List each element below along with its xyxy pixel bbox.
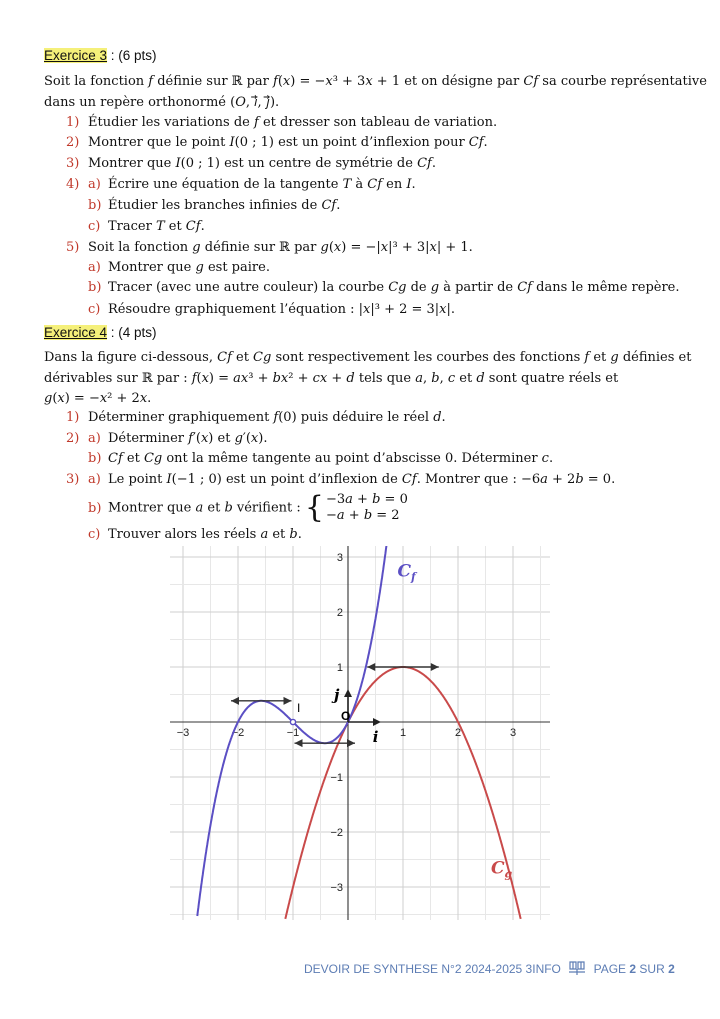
x-tick-label: −1 [286, 727, 300, 739]
q-letter: b) [88, 280, 102, 295]
ex3-question-3 [66, 156, 436, 172]
vector-i-head [373, 718, 381, 726]
ex3-question-5a [88, 260, 270, 276]
exercise-3-title: Exercice 3 [44, 48, 108, 63]
inflection-point-I [290, 719, 295, 724]
footer-page-total: 2 [668, 962, 675, 976]
q-text: Déterminer 𝑓′(𝑥) et 𝑔′(𝑥). [108, 431, 268, 446]
ex4-question-1 [66, 410, 446, 426]
exercise-3-points: : (6 pts) [107, 48, 157, 63]
y-tick-label: 3 [336, 552, 343, 564]
system-equation-2: −𝑎 + 𝑏 = 2 [326, 508, 400, 523]
curve-cf-subscript: f [411, 570, 416, 584]
x-tick-label: −3 [176, 727, 190, 739]
q-letter: c) [88, 219, 101, 234]
ex3-question-5 [66, 240, 473, 256]
x-tick-label: −2 [231, 727, 245, 739]
tangent-arrow-min-left-head [295, 739, 303, 747]
ex4-question-3a [66, 472, 615, 488]
q-text: Résoudre graphiquement l’équation : |𝑥|³ + 2 = 3|𝑥|. [108, 302, 456, 317]
origin-label: O [341, 709, 351, 723]
q-letter: c) [88, 302, 101, 317]
q-letter: a) [88, 177, 101, 192]
q-text: Étudier les variations de 𝑓 et dresser son tableau de variation. [88, 115, 498, 130]
y-tick-label: 2 [336, 607, 343, 619]
ex3-question-4b [88, 198, 340, 214]
equation-system [326, 492, 408, 524]
q-letter: b) [88, 198, 102, 213]
q-number: 4) [66, 177, 80, 192]
q-number: 3) [66, 472, 80, 487]
curve-cg-subscript: g [504, 867, 513, 881]
ex3-question-2 [66, 135, 488, 151]
y-tick-label: −2 [330, 827, 343, 839]
ex4-question-2b [88, 451, 553, 467]
exercise-4-title: Exercice 4 [44, 325, 108, 340]
tangent-arrow-cg-max-left-head [367, 663, 375, 671]
q-letter: a) [88, 260, 101, 275]
tangent-arrow-cg-max-right-head [431, 663, 439, 671]
tangent-arrow-max-right-head [283, 697, 291, 705]
q-letter: a) [88, 472, 101, 487]
point-I-label: I [297, 701, 301, 715]
q-number: 1) [66, 410, 80, 425]
q-number: 3) [66, 156, 80, 171]
exercise-3-heading [44, 48, 157, 64]
q-text: 𝐶𝑓 et 𝐶𝑔 ont la même tangente au point d’abscisse 0. Déterminer 𝑐. [108, 451, 554, 466]
ex3-question-4a [66, 177, 416, 193]
y-tick-label: −1 [330, 772, 343, 784]
q-text: Montrer que 𝑎 et 𝑏 vérifient : [108, 500, 301, 516]
x-tick-label: 3 [509, 727, 517, 739]
q-text: Étudier les branches infinies de 𝐶𝑓. [108, 198, 341, 213]
ex3-intro-line2: dans un repère orthonormé (𝑂, 𝑖⃗, 𝑗⃗). [44, 95, 280, 110]
q-text: Tracer 𝑇 et 𝐶𝑓. [108, 219, 205, 234]
x-tick-label: 2 [454, 727, 462, 739]
exercise-4-points: : (4 pts) [107, 325, 157, 340]
q-number: 1) [66, 115, 80, 130]
q-number: 2) [66, 431, 80, 446]
vector-j-head [344, 689, 352, 697]
q-text: Tracer (avec une autre couleur) la courbe 𝐶𝑔 de 𝑔 à partir de 𝐶𝑓 dans le même repère. [108, 280, 680, 295]
function-graph [170, 546, 550, 920]
y-tick-label: −3 [330, 882, 343, 894]
footer-title: DEVOIR DE SYNTHESE N°2 2024-2025 3INFO [304, 962, 561, 976]
x-tick-label: 1 [399, 727, 407, 739]
vector-j-label: j [334, 686, 340, 704]
q-text: Montrer que 𝑔 est paire. [108, 260, 270, 275]
ex3-question-5c [88, 302, 455, 318]
tangent-arrow-min-right-head [347, 739, 355, 747]
tangent-arrows [231, 663, 439, 747]
q-text: Montrer que 𝐼(0 ; 1) est un centre de symétrie de 𝐶𝑓. [88, 156, 436, 171]
footer-page-prefix: PAGE [593, 962, 630, 976]
ex4-question-2a [66, 431, 267, 447]
exercise-4-heading [44, 325, 157, 341]
ex3-intro-line1: Soit la fonction 𝑓 définie sur ℝ par 𝑓(𝑥) = −𝑥³ + 3𝑥 + 1 et on désigne par 𝐶𝑓 sa courbe représentative [44, 74, 707, 89]
curve-cf-label: $C_f$ [398, 561, 419, 583]
ex4-question-3c [88, 527, 302, 543]
tangent-arrow-max-left-head [231, 697, 239, 705]
ex3-question-4c [88, 219, 205, 235]
logo-icon [568, 960, 586, 976]
q-text: Montrer que le point 𝐼(0 ; 1) est un point d’inflexion pour 𝐶𝑓. [88, 135, 488, 150]
ex3-question-5b [88, 280, 680, 296]
system-brace: { [304, 490, 325, 525]
q-text: Soit la fonction 𝑔 définie sur ℝ par 𝑔(𝑥) = −|𝑥|³ + 3|𝑥| + 1. [88, 240, 473, 255]
ex4-intro-line3: 𝑔(𝑥) = −𝑥² + 2𝑥. [44, 391, 152, 406]
q-number: 2) [66, 135, 80, 150]
q-letter: b) [88, 500, 102, 516]
q-number: 5) [66, 240, 80, 255]
ex3-question-1 [66, 115, 497, 131]
ex4-intro-line1: Dans la figure ci-dessous, 𝐶𝑓 et 𝐶𝑔 sont respectivement les courbes des fonctions 𝑓 et 𝑔 définies et [44, 350, 692, 365]
ex4-question-3b [88, 492, 408, 524]
q-letter: b) [88, 451, 102, 466]
q-letter: a) [88, 431, 101, 446]
vector-i-label: i [372, 728, 379, 746]
curve-cg-label: $C_g$ [491, 858, 513, 881]
q-text: Le point 𝐼(−1 ; 0) est un point d’inflexion de 𝐶𝑓. Montrer que : −6𝑎 + 2𝑏 = 0. [108, 472, 616, 487]
q-letter: c) [88, 527, 101, 542]
ex4-intro-line2: dérivables sur ℝ par : 𝑓(𝑥) = 𝑎𝑥³ + 𝑏𝑥² + 𝑐𝑥 + 𝑑 tels que 𝑎, 𝑏, 𝑐 et 𝑑 sont quatre réels et [44, 371, 619, 386]
system-equation-1: −3𝑎 + 𝑏 = 0 [326, 492, 408, 507]
q-text: Écrire une équation de la tangente 𝑇 à 𝐶𝑓 en 𝐼. [108, 177, 416, 192]
page-footer [304, 960, 675, 976]
y-tick-label: 1 [336, 662, 343, 674]
q-text: Déterminer graphiquement 𝑓(0) puis déduire le réel 𝑑. [88, 410, 446, 425]
q-text: Trouver alors les réels 𝑎 et 𝑏. [108, 527, 302, 542]
footer-page-mid: SUR [636, 962, 669, 976]
footer-page-number: 2 [629, 962, 637, 976]
